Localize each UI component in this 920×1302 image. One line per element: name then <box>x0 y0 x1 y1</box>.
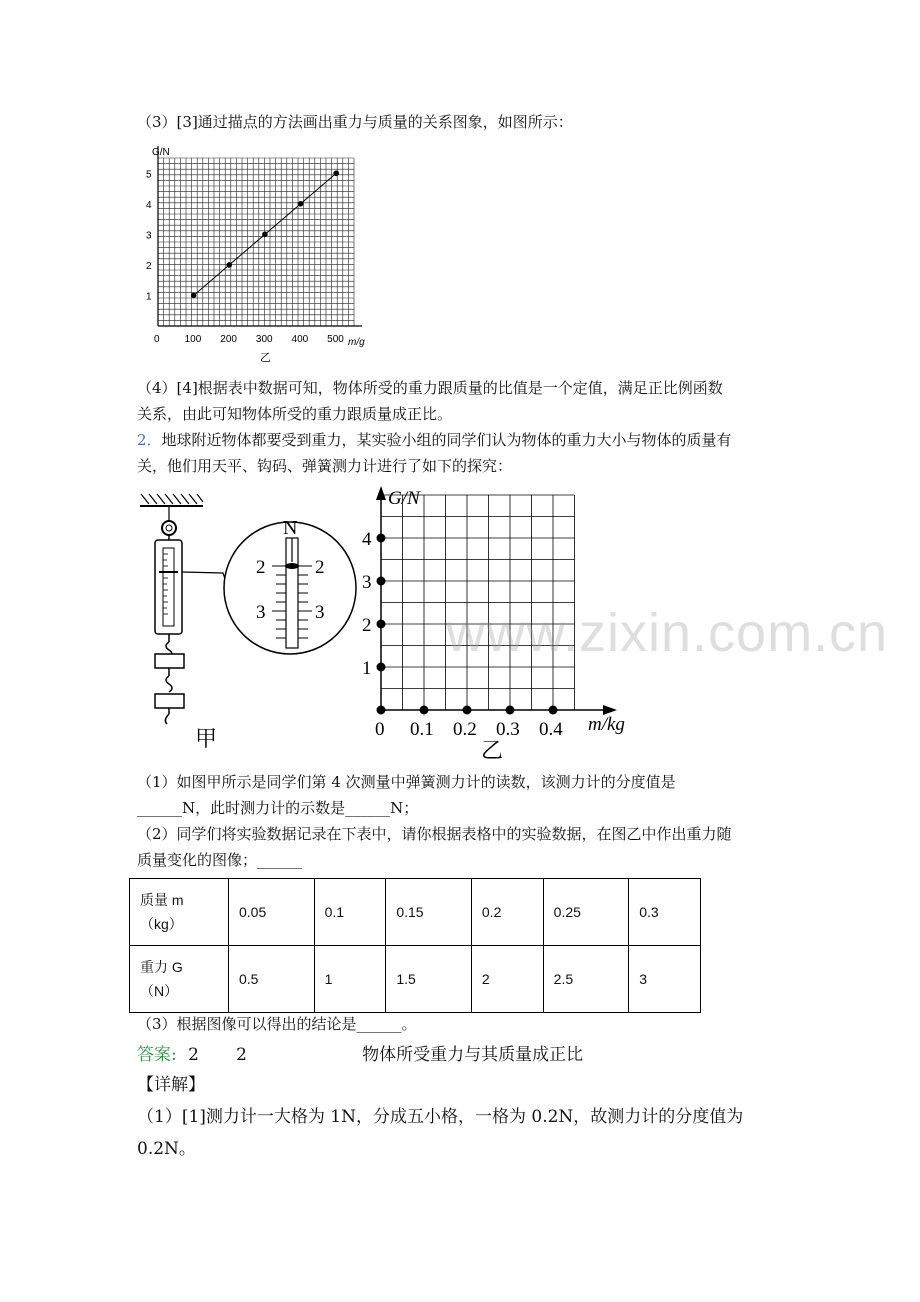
part1-item3: （3）[3]通过描点的方法画出重力与质量的关系图象，如图所示： <box>137 113 573 131</box>
weight-label: 重力 G <box>140 959 183 975</box>
x-tick-label: 0 <box>375 719 385 740</box>
x-tick-dot <box>549 706 558 715</box>
subquestion3: （3）根据图像可以得出的结论是______。 <box>137 1015 417 1033</box>
detail-header: 【详解】 <box>137 1075 205 1095</box>
mass-unit: （kg） <box>140 916 183 932</box>
gauge-label-2-left: 2 <box>256 557 266 578</box>
x-tick-label: 100 <box>184 334 202 345</box>
subquestion1-line2: ______N，此时测力计的示数是______N； <box>137 799 419 817</box>
hanging-ring <box>162 521 176 535</box>
answer-1: 2 <box>188 1045 199 1065</box>
watermark: www.zixin.com.cn <box>446 603 889 663</box>
data-point <box>191 293 197 299</box>
chart-caption: 乙 <box>260 352 271 363</box>
y-tick-label: 4 <box>146 199 152 211</box>
figure-jia-caption: 甲 <box>195 726 218 751</box>
data-point <box>226 262 232 268</box>
answer-line <box>137 1043 583 1067</box>
y-tick-label: 5 <box>146 169 152 181</box>
data-table <box>129 878 701 1013</box>
graph-y-ticks <box>362 529 386 679</box>
question-number: 2． <box>137 431 162 449</box>
table-row-mass <box>130 879 701 946</box>
x-tick-dot <box>506 706 515 715</box>
y-tick-dot <box>377 577 386 586</box>
magnified-gauge-circle <box>224 522 356 654</box>
gravity-mass-chart <box>138 138 378 363</box>
chart-y-label: G/N <box>152 147 170 158</box>
data-point <box>298 201 304 207</box>
x-tick-label: 500 <box>327 334 344 345</box>
hook-weight-1 <box>155 654 184 668</box>
detail-line1: （1）[1]测力计一大格为 1N，分成五小格，一格为 0.2N，故测力计的分度值为 <box>137 1107 744 1127</box>
x-tick-label: 0 <box>154 334 160 345</box>
x-tick-dot <box>420 706 429 715</box>
spring-scale-body <box>155 540 182 634</box>
hook-weight-2 <box>155 694 184 708</box>
table-head-mass <box>130 879 229 946</box>
graph-x-label: m/kg <box>588 714 625 735</box>
stem-text: 地球附近物体都要受到重力，某实验小组的同学们认为物体的重力大小与物体的质量有 <box>161 431 732 449</box>
y-tick-label: 1 <box>146 291 152 303</box>
subquestion2-line1: （2）同学们将实验数据记录在下表中，请你根据表格中的实验数据，在图乙中作出重力随 <box>137 825 732 843</box>
table-cell: 0.1 <box>314 879 386 946</box>
y-tick-label: 3 <box>146 230 152 242</box>
table-cell: 2.5 <box>543 946 629 1013</box>
table-cell: 0.3 <box>629 879 701 946</box>
table-cell: 0.5 <box>229 946 315 1013</box>
y-tick-label: 4 <box>362 529 372 550</box>
gauge-label-2-right: 2 <box>315 557 325 578</box>
table-cell: 0.15 <box>386 879 472 946</box>
table-cell: 0.2 <box>471 879 543 946</box>
question2-stem-line2: 关，他们用天平、钩码、弹簧测力计进行了如下的探究： <box>137 457 513 475</box>
answer-3: 物体所受重力与其质量成正比 <box>362 1045 584 1065</box>
y-tick-label: 2 <box>146 260 152 272</box>
answer-2: 2 <box>236 1045 247 1065</box>
table-head-weight <box>130 946 229 1013</box>
y-tick-label: 2 <box>362 615 372 636</box>
y-tick-label: 3 <box>362 572 372 593</box>
mass-label: 质量 m <box>140 892 184 908</box>
x-tick-label: 0.3 <box>496 719 520 740</box>
chart-y-ticks <box>146 169 152 302</box>
weight-unit: （N） <box>140 983 179 999</box>
subquestion2-line2: 质量变化的图像；______ <box>137 851 303 869</box>
answer-label: 答案: <box>137 1045 177 1065</box>
part1-item4-line1: （4）[4]根据表中数据可知，物体所受的重力跟质量的比值是一个定值，满足正比例函数 <box>137 379 723 397</box>
spring-scale-figure <box>135 490 365 755</box>
x-tick-label: 0.2 <box>453 719 477 740</box>
x-tick-label: 300 <box>255 334 273 345</box>
table-row-weight <box>130 946 701 1013</box>
data-point <box>333 170 339 176</box>
x-tick-label: 400 <box>291 334 309 345</box>
x-tick-dot <box>463 706 472 715</box>
x-tick-label: 0.1 <box>410 719 434 740</box>
table-cell: 0.05 <box>229 879 315 946</box>
graph-axes <box>376 486 617 715</box>
table-cell: 1.5 <box>386 946 472 1013</box>
x-tick-dot <box>377 706 386 715</box>
question2-stem-line1 <box>137 430 732 450</box>
gauge-pointer <box>285 563 299 569</box>
detail-line2: 0.2N。 <box>137 1139 196 1159</box>
ceiling-support <box>140 494 203 522</box>
graph-y-label: G/N <box>388 488 420 509</box>
data-point <box>262 232 268 238</box>
y-tick-label: 1 <box>362 658 372 679</box>
gauge-unit: N <box>283 517 298 539</box>
table-cell: 3 <box>629 946 701 1013</box>
table-cell: 1 <box>314 946 386 1013</box>
gauge-label-3-right: 3 <box>315 602 325 623</box>
graph-caption: 乙 <box>481 738 504 763</box>
chart-x-label: m/g <box>348 337 365 348</box>
y-tick-dot <box>377 620 386 629</box>
gauge-label-3-left: 3 <box>256 602 266 623</box>
table-cell: 0.25 <box>543 879 629 946</box>
y-tick-dot <box>377 663 386 672</box>
table-cell: 2 <box>471 946 543 1013</box>
chart-x-ticks <box>154 334 344 345</box>
x-tick-label: 200 <box>220 334 237 345</box>
part1-item4-line2: 关系，由此可知物体所受的重力跟质量成正比。 <box>137 405 453 423</box>
y-tick-dot <box>377 534 386 543</box>
subquestion1-line1: （1）如图甲所示是同学们第 4 次测量中弹簧测力计的读数，该测力计的分度值是 <box>137 773 676 791</box>
x-tick-label: 0.4 <box>539 719 563 740</box>
